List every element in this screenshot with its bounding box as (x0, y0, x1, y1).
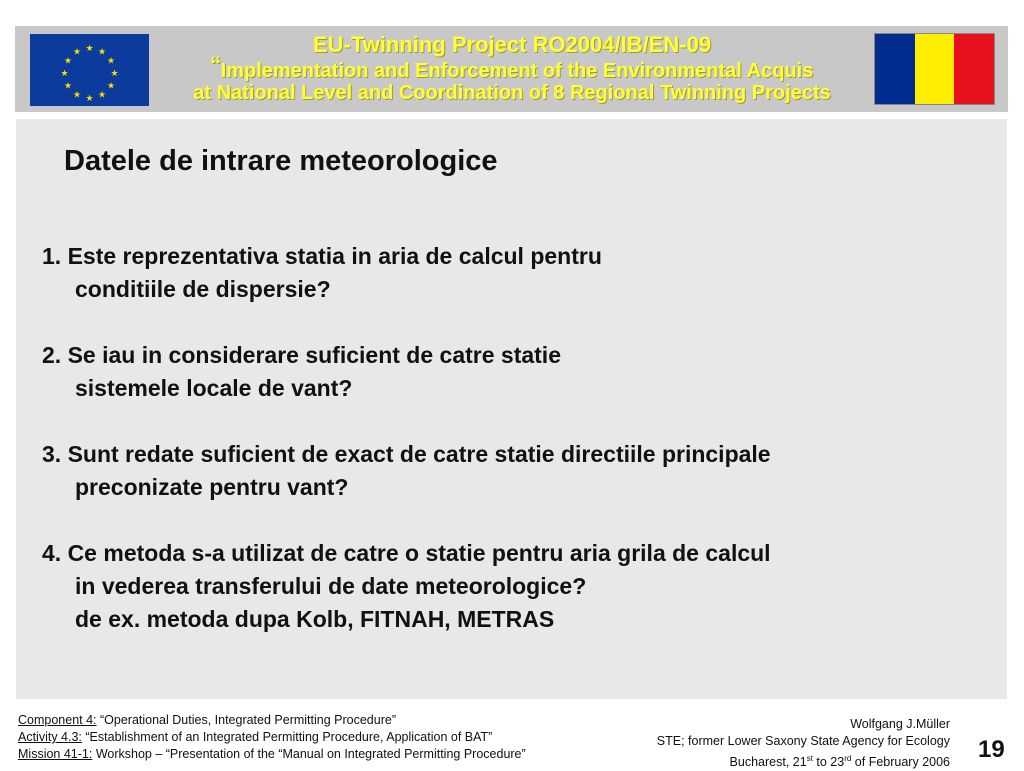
footer-date-mid: to 23 (812, 755, 845, 770)
footer-component-label: Component 4: (18, 713, 97, 727)
footer-date-suffix: of February 2006 (851, 755, 950, 770)
question-line: 2. Se iau in considerare suficient de catre statie (42, 342, 561, 368)
question-list (42, 240, 972, 669)
footer-component-text: “Operational Duties, Integrated Permitting Procedure” (96, 713, 396, 727)
footer-component-line (18, 712, 526, 729)
footer-author-info (657, 716, 950, 771)
svg-text:★: ★ (60, 69, 69, 79)
footer-date-sup1: st (806, 754, 813, 763)
project-subtitle-text1: Implementation and Enforcement of the Environmental Acquis (220, 60, 814, 82)
slide-title: Datele de intrare meteorologice (64, 145, 498, 177)
footer-mission-text: Workshop – “Presentation of the “Manual on Integrated Permitting Procedure” (92, 747, 526, 761)
svg-text:★: ★ (97, 90, 107, 101)
project-subtitle-line2: at National Level and Coordination of 8 Regional Twinning Projects (193, 82, 831, 104)
question-line: 3. Sunt redate suficient de exact de catre statie directiile principale (42, 441, 771, 467)
question-item-2 (42, 339, 972, 405)
flag-stripe-yellow (915, 34, 955, 104)
footer-mission-line (18, 746, 526, 763)
question-line: 1. Este reprezentativa statia in aria de calcul pentru (42, 243, 602, 269)
flag-stripe-red (954, 34, 994, 104)
svg-text:★: ★ (85, 94, 94, 104)
footer-activity-label: Activity 4.3: (18, 730, 82, 744)
eu-flag-icon (30, 34, 149, 106)
opening-quote: “ (210, 51, 221, 84)
footer-date-prefix: Bucharest, 21 (729, 755, 807, 770)
question-item-1 (42, 240, 972, 306)
svg-text:★: ★ (85, 44, 94, 54)
svg-text:★: ★ (106, 56, 116, 67)
question-item-3 (42, 438, 972, 504)
svg-text:★: ★ (63, 56, 73, 67)
svg-text:★: ★ (110, 69, 119, 79)
footer-date-sup2: rd (844, 754, 852, 763)
question-line: de ex. metoda dupa Kolb, FITNAH, METRAS (75, 606, 555, 632)
question-item-4 (42, 537, 972, 636)
question-line: preconizate pentru vant? (75, 474, 349, 500)
svg-text:★: ★ (72, 47, 82, 58)
flag-stripe-blue (875, 34, 915, 104)
footer-project-info (18, 712, 526, 763)
romania-flag-icon (874, 33, 995, 105)
footer-activity-text: “Establishment of an Integrated Permitting Procedure, Application of BAT” (81, 730, 493, 744)
question-line: 4. Ce metoda s-a utilizat de catre o statie pentru aria grila de calcul (42, 540, 771, 566)
question-line: conditiile de dispersie? (75, 276, 331, 302)
svg-text:★: ★ (72, 90, 82, 101)
footer-affiliation: STE; former Lower Saxony State Agency for Ecology (656, 734, 950, 748)
svg-text:★: ★ (63, 81, 73, 92)
project-subtitle-line1 (150, 51, 874, 84)
svg-text:★: ★ (97, 47, 107, 58)
footer-activity-line (18, 729, 526, 746)
page-number: 19 (978, 736, 1005, 763)
project-header (150, 32, 874, 104)
eu-flag-graphic (30, 34, 149, 106)
question-line: sistemele locale de vant? (75, 375, 353, 401)
svg-text:★: ★ (106, 81, 116, 92)
footer-author: Wolfgang J.Müller (850, 717, 950, 731)
footer-mission-label: Mission 41-1: (18, 747, 93, 761)
question-line: in vederea transferului de date meteorologice? (75, 573, 587, 599)
project-title: EU-Twinning Project RO2004/IB/EN-09 (312, 32, 712, 57)
